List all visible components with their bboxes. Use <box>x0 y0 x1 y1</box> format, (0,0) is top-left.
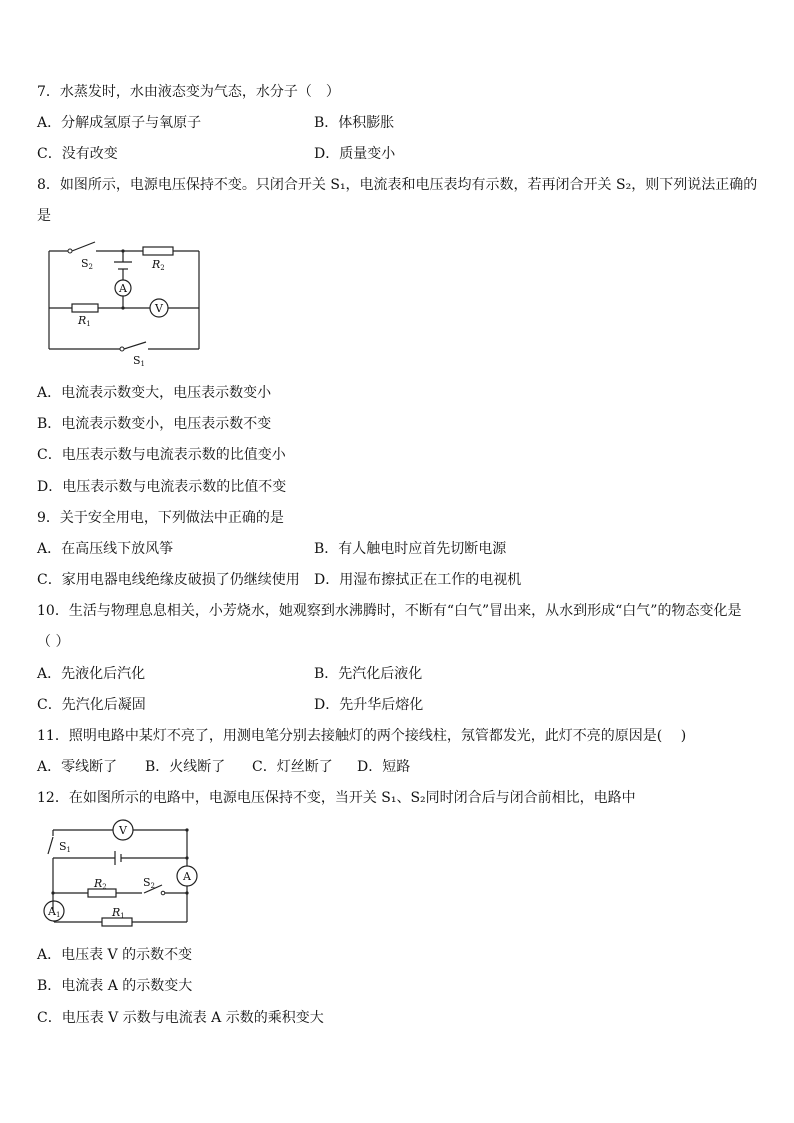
question-8-stem-line2: 是 <box>37 208 51 224</box>
question-11-option-c: C．灯丝断了 <box>252 759 333 775</box>
question-10-stem-line2: （ ） <box>37 634 70 650</box>
question-9-stem: 9．关于安全用电，下列做法中正确的是 <box>37 510 284 526</box>
q8-label-r2: R2 <box>152 258 165 272</box>
q12-voltmeter-label: V <box>119 824 127 837</box>
question-10-stem-line1: 10．生活与物理息息相关，小芳烧水，她观察到水沸腾时，不断有“白气”冒出来，从水到形成“白气”的物态变化是 <box>37 603 742 619</box>
q8-ammeter-label: A <box>119 282 127 295</box>
question-10-option-c: C．先汽化后凝固 <box>37 697 146 713</box>
question-8-circuit-diagram <box>40 238 210 368</box>
question-10-option-d: D．先升华后熔化 <box>314 697 424 713</box>
question-12-circuit-diagram <box>36 818 204 936</box>
question-7-option-b: B．体积膨胀 <box>314 115 395 131</box>
question-11-option-a: A．零线断了 <box>37 759 118 775</box>
question-8-stem-line1: 8．如图所示，电源电压保持不变。只闭合开关 S₁，电流表和电压表均有示数，若再闭合开关 S₂，则下列说法正确的 <box>37 177 758 193</box>
q8-label-s2: S2 <box>81 257 94 271</box>
question-9-option-b: B．有人触电时应首先切断电源 <box>314 541 507 557</box>
q8-label-r1: R1 <box>78 314 91 328</box>
question-8-option-a: A．电流表示数变大，电压表示数变小 <box>37 385 272 401</box>
question-11-stem: 11．照明电路中某灯不亮了，用测电笔分别去接触灯的两个接线柱，氖管都发光，此灯不亮的原因是( ) <box>37 728 687 744</box>
question-9-option-d: D．用湿布擦拭正在工作的电视机 <box>314 572 522 588</box>
q12-ammeter1-label: A1 <box>48 905 61 919</box>
question-10-option-b: B．先汽化后液化 <box>314 666 423 682</box>
question-10-option-a: A．先液化后汽化 <box>37 666 146 682</box>
question-8-option-c: C．电压表示数与电流表示数的比值变小 <box>37 447 286 463</box>
question-12-option-c: C．电压表 V 示数与电流表 A 示数的乘积变大 <box>37 1010 324 1026</box>
q12-label-r1: R1 <box>112 906 125 920</box>
question-7-option-c: C．没有改变 <box>37 146 118 162</box>
question-12-option-a: A．电压表 V 的示数不变 <box>37 947 193 963</box>
question-7-stem: 7．水蒸发时，水由液态变为气态，水分子（ ） <box>37 84 340 100</box>
question-12-stem: 12．在如图所示的电路中，电源电压保持不变，当开关 S₁、S₂同时闭合后与闭合前相比，电路中 <box>37 790 636 806</box>
question-11-option-b: B．火线断了 <box>145 759 226 775</box>
question-12-option-b: B．电流表 A 的示数变大 <box>37 978 193 994</box>
q8-voltmeter-label: V <box>155 302 163 315</box>
q12-label-r2: R2 <box>94 877 107 891</box>
question-9-option-c: C．家用电器电线绝缘皮破损了仍继续使用 <box>37 572 300 588</box>
q12-label-s1: S1 <box>59 840 72 854</box>
q8-label-s1: S1 <box>133 354 146 368</box>
question-11-option-d: D．短路 <box>357 759 411 775</box>
q12-label-s2: S2 <box>143 876 156 890</box>
q12-ammeter-label: A <box>183 870 191 883</box>
question-9-option-a: A．在高压线下放风筝 <box>37 541 174 557</box>
question-7-option-a: A．分解成氢原子与氧原子 <box>37 115 202 131</box>
question-8-option-d: D．电压表示数与电流表示数的比值不变 <box>37 479 287 495</box>
question-8-option-b: B．电流表示数变小，电压表示数不变 <box>37 416 272 432</box>
question-7-option-d: D．质量变小 <box>314 146 396 162</box>
